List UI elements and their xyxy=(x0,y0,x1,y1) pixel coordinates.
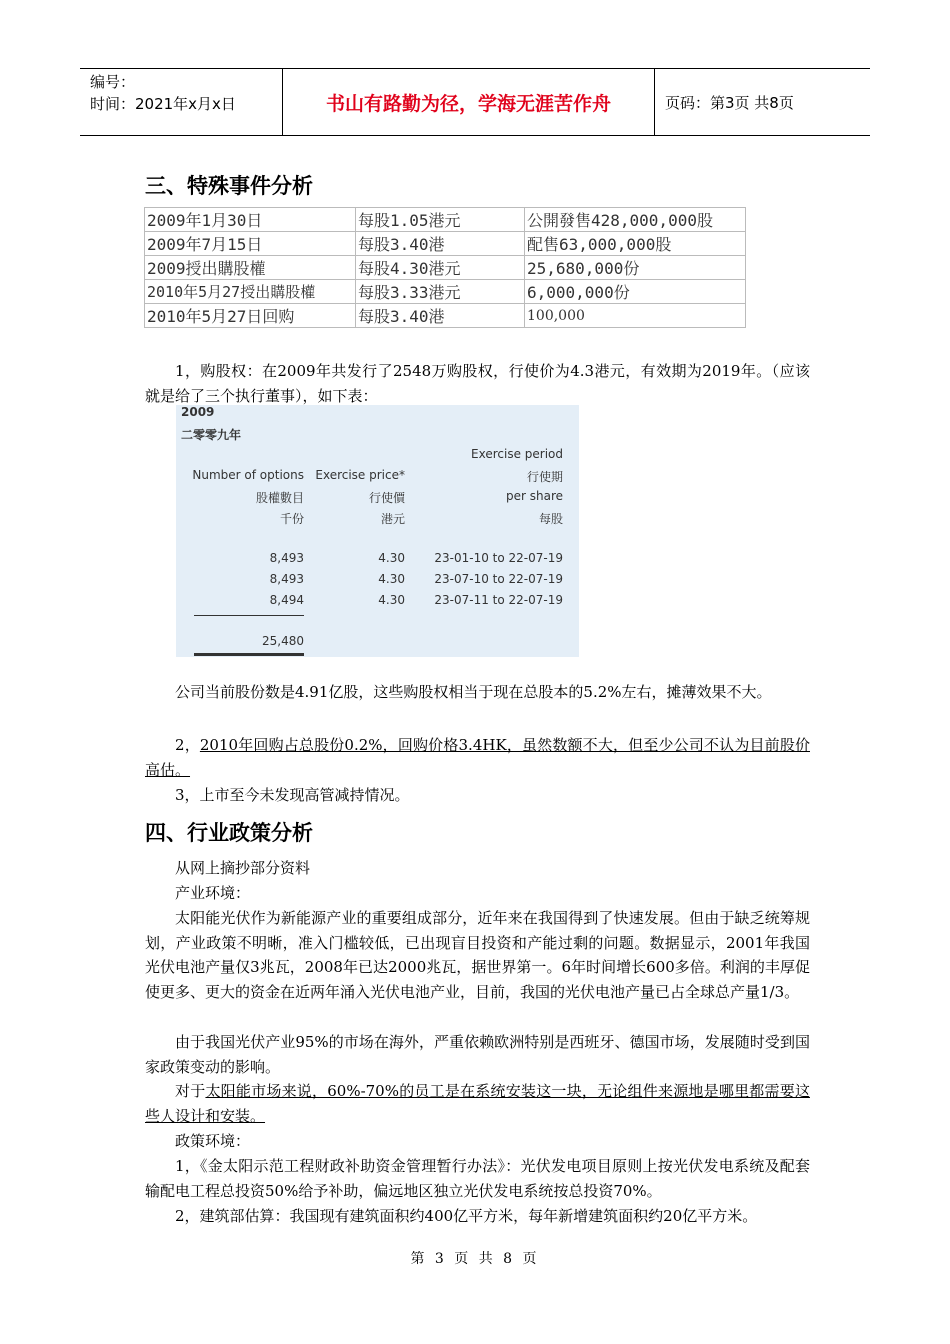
event-date: 2010年5月27日回购 xyxy=(145,304,356,328)
special-events-table xyxy=(144,207,746,328)
event-price: 每股4.30港元 xyxy=(356,256,525,280)
event-detail: 100,000 xyxy=(525,304,746,328)
insider-paragraph: 3，上市至今未发现高管减持情况。 xyxy=(175,786,410,804)
policy-paragraph-1: 1，《金太阳示范工程财政补助资金管理暂行办法》：光伏发电项目原则上按光伏发电系统及配套输配电工程总投资50%给予补助，偏远地区独立光伏发电系统按总投资70%。 xyxy=(145,1157,810,1200)
option-count: 8,494 xyxy=(269,593,304,607)
header-number: 编号： xyxy=(90,73,136,91)
table-row xyxy=(145,208,746,232)
options-year-cn: 二零零九年 xyxy=(181,428,242,442)
section-4-title: 四、行业政策分析 xyxy=(145,821,313,845)
col-options-en: Number of options xyxy=(192,468,304,482)
dilution-paragraph: 公司当前股份数是4.91亿股，这些购股权相当于现在总股本的5.2%左右，摊薄效果不大。 xyxy=(175,683,772,701)
table-row xyxy=(145,280,746,304)
industry-3-prefix: 对于 xyxy=(175,1082,206,1100)
event-date: 2009年7月15日 xyxy=(145,232,356,256)
col-price-en: Exercise price* xyxy=(315,468,405,482)
industry-paragraph-3 xyxy=(145,1079,810,1128)
industry-paragraph-1: 太阳能光伏作为新能源产业的重要组成部分，近年来在我国得到了快速发展。但由于缺乏统筹规划，产业政策不明晰，准入门槛较低，已出现盲目投资和产能过剩的问题。数据显示，2001年我国光伏电池产量仅3兆瓦，2008年已达2000兆瓦，据世界第一。6年时间增长600多倍。利润的丰厚促使更多、更大的资金在近两年涌入光伏电池产业，目前，我国的光伏电池产量已占全球总产量1/3。 xyxy=(145,909,810,1001)
policy-env-label: 政策环境： xyxy=(175,1132,251,1150)
option-price: 4.30 xyxy=(378,572,405,586)
share-option-paragraph: 1，购股权：在2009年共发行了2548万购股权，行使价为4.3港元，有效期为2019年。（应该就是给了三个执行董事），如下表： xyxy=(145,362,810,405)
page-footer: 第 3 页 共 8 页 xyxy=(410,1251,540,1267)
event-date: 2009授出購股權 xyxy=(145,256,356,280)
buyback-paragraph xyxy=(145,733,810,782)
policy-paragraph-2: 2，建筑部估算：我国现有建筑面积约400亿平方米，每年新增建筑面积约20亿平方米。 xyxy=(175,1207,758,1225)
col-period-unit-cn: 每股 xyxy=(538,512,563,526)
industry-paragraph-2: 由于我国光伏产业95%的市场在海外，严重依赖欧洲特别是西班牙、德国市场，发展随时受到国家政策变动的影响。 xyxy=(145,1033,810,1076)
option-count: 8,493 xyxy=(269,551,304,565)
industry-3-text: 太阳能市场来说，60%-70%的员工是在系统安装这一块，无论组件来源地是哪里都需要这些人设计和安装。 xyxy=(145,1082,810,1125)
col-period-en: Exercise period xyxy=(471,447,563,461)
section-3-title: 三、特殊事件分析 xyxy=(145,174,313,198)
event-detail: 6,000,000份 xyxy=(525,280,746,304)
event-price: 每股3.33港元 xyxy=(356,280,525,304)
header-motto: 书山有路勤为径，学海无涯苦作舟 xyxy=(283,69,655,135)
option-period: 23-01-10 to 22-07-19 xyxy=(434,551,563,565)
col-price-unit: 港元 xyxy=(380,512,405,526)
share-options-image xyxy=(176,405,579,657)
table-row xyxy=(145,256,746,280)
options-year: 2009 xyxy=(181,405,215,419)
subtotal-rule xyxy=(194,615,304,616)
col-options-cn: 股權數目 xyxy=(255,491,304,505)
event-price: 每股3.40港 xyxy=(356,304,525,328)
option-period: 23-07-10 to 22-07-19 xyxy=(434,572,563,586)
option-period: 23-07-11 to 22-07-19 xyxy=(434,593,563,607)
table-row xyxy=(145,304,746,328)
event-detail: 25,680,000份 xyxy=(525,256,746,280)
total-double-rule xyxy=(194,653,304,656)
event-date: 2009年1月30日 xyxy=(145,208,356,232)
options-total: 25,480 xyxy=(262,634,304,648)
col-price-cn: 行使價 xyxy=(368,491,405,505)
option-count: 8,493 xyxy=(269,572,304,586)
header-meta xyxy=(80,69,283,135)
section-4-intro: 从网上摘抄部分资料 xyxy=(175,859,311,877)
option-price: 4.30 xyxy=(378,551,405,565)
col-options-unit: 千份 xyxy=(279,512,304,526)
event-price: 每股1.05港元 xyxy=(356,208,525,232)
event-detail: 公開發售428,000,000股 xyxy=(525,208,746,232)
event-detail: 配售63,000,000股 xyxy=(525,232,746,256)
header-page-info: 页码：第3页 共8页 xyxy=(665,93,794,112)
col-period-cn: 行使期 xyxy=(526,470,563,484)
buyback-prefix: 2， xyxy=(175,736,200,754)
event-date: 2010年5月27授出購股權 xyxy=(145,280,356,304)
col-period-unit-en: per share xyxy=(505,489,563,503)
table-row xyxy=(145,232,746,256)
option-price: 4.30 xyxy=(378,593,405,607)
page-header xyxy=(80,68,870,136)
event-price: 每股3.40港 xyxy=(356,232,525,256)
industry-env-label: 产业环境： xyxy=(175,884,251,902)
header-time: 时间：2021年x月x日 xyxy=(90,95,236,113)
buyback-text: 2010年回购占总股份0.2%，回购价格3.4HK，虽然数额不大，但至少公司不认为目前股价高估。 xyxy=(145,736,810,779)
